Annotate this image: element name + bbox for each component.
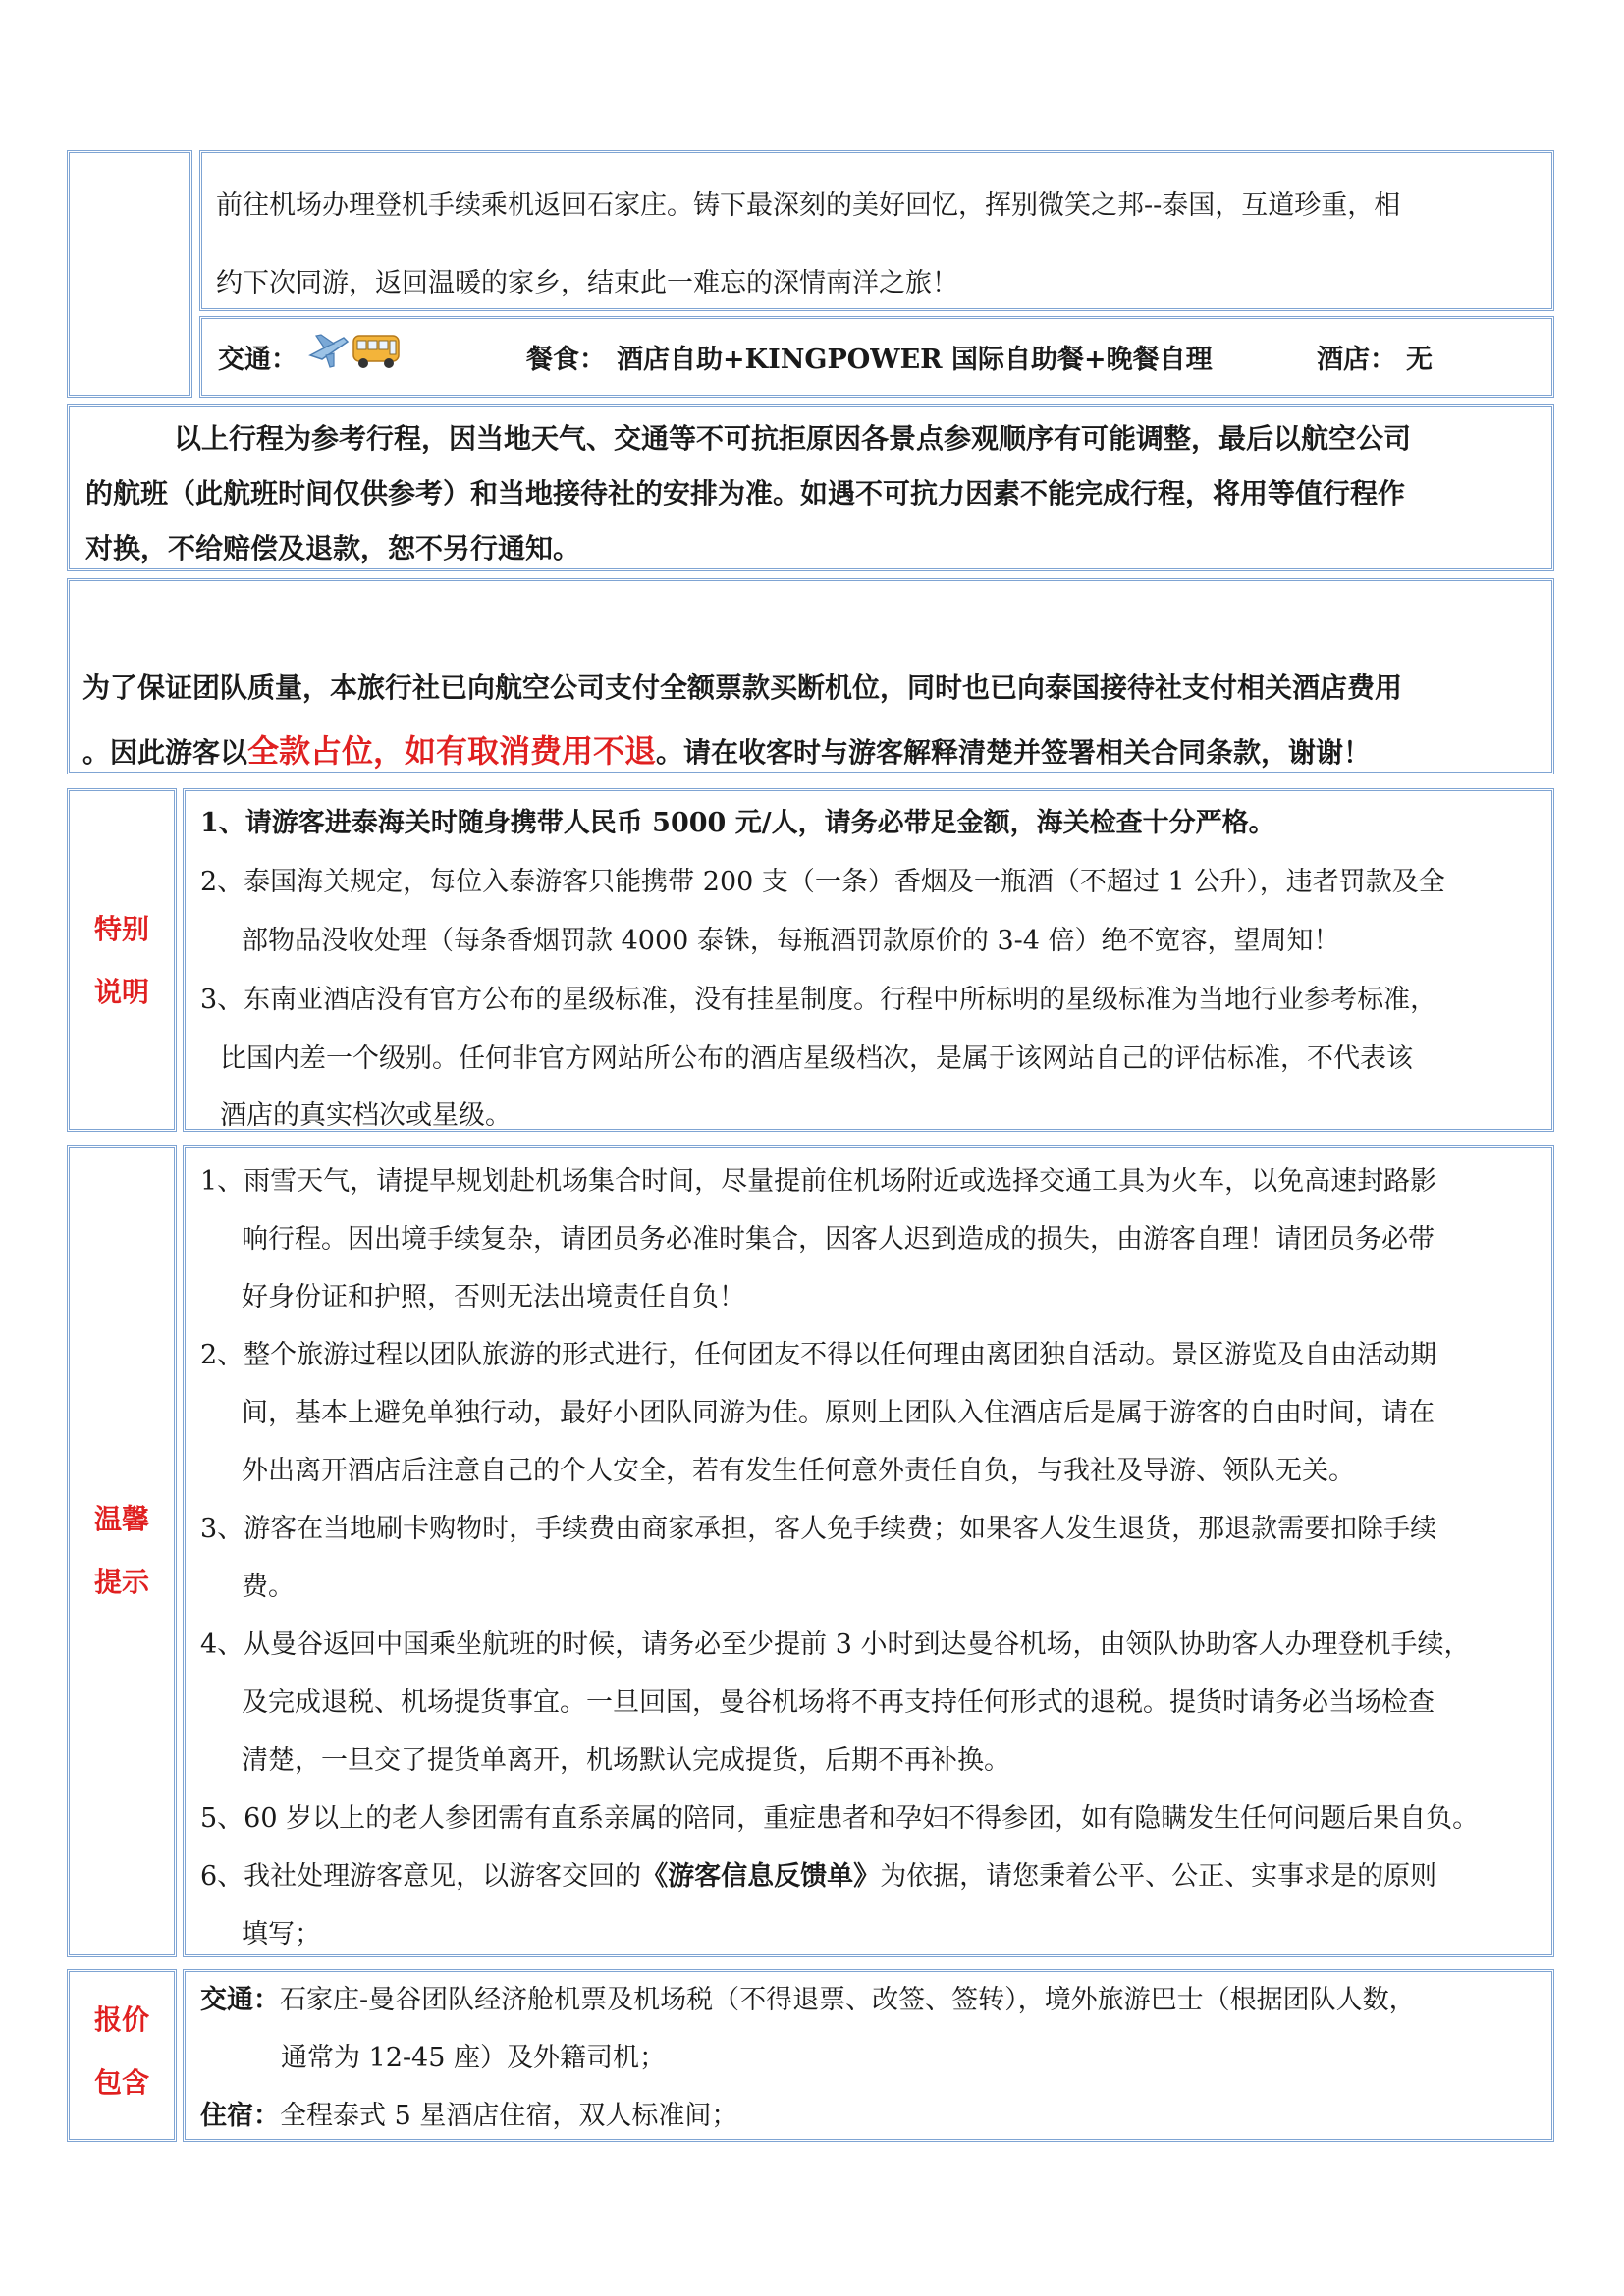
notice-line-1: 以上行程为参考行程，因当地天气、交通等不可抗拒原因各景点参观顺序有可能调整，最后以航空公司 xyxy=(174,422,1412,454)
tips-item-2: 2、整个旅游过程以团队旅游的形式进行，任何团友不得以任何理由离团独自活动。景区游览及自由活动期 xyxy=(200,1340,1437,1370)
tips-item-6-a: 6、我社处理游客意见，以游客交回的 xyxy=(200,1861,642,1892)
tips-label xyxy=(67,1488,177,1614)
transport-label: 交通： xyxy=(218,345,298,375)
tips-label-2: 提示 xyxy=(93,1566,149,1598)
tips-item-1b: 响行程。因出境手续复杂，请团员务必准时集合，因客人迟到造成的损失，由游客自理！请团员务必带 xyxy=(242,1224,1435,1255)
tips-item-4c: 清楚，一旦交了提货单离开，机场默认完成提货，后期不再补换。 xyxy=(242,1745,1010,1776)
guarantee-line-2-a: 。因此游客以 xyxy=(82,736,248,769)
special-label xyxy=(67,898,177,1024)
tips-item-5: 5、60 岁以上的老人参团需有直系亲属的陪同，重症患者和孕妇不得参团，如有隐瞒发生任何问题后果自负。 xyxy=(200,1803,1480,1834)
price-transport-line-1 xyxy=(200,1970,1416,2031)
tips-item-6-b: 为依据，请您秉着公平、公正、实事求是的原则 xyxy=(880,1861,1437,1892)
notice-line-3: 对换，不给赔偿及退款，恕不另行通知。 xyxy=(85,532,581,564)
price-hotel-text: 全程泰式 5 星酒店住宿，双人标准间； xyxy=(280,2101,738,2131)
tips-item-3: 3、游客在当地刷卡购物时，手续费由商家承担，客人免手续费；如果客人发生退货，那退款需要扣除手续 xyxy=(200,1514,1437,1544)
tips-item-2c: 外出离开酒店后注意自己的个人安全，若有发生任何意外责任自负，与我社及导游、领队无关。 xyxy=(242,1456,1355,1486)
guarantee-line-2-b: 。请在收客时与游客解释清楚并签署相关合同条款，谢谢！ xyxy=(656,736,1372,769)
special-item-3b: 比国内差一个级别。任何非官方网站所公布的酒店星级档次，是属于该网站自己的评估标准，不代表该 xyxy=(220,1043,1413,1074)
tips-item-6 xyxy=(200,1846,1436,1907)
meal-value: 酒店自助+KINGPOWER 国际自助餐+晚餐自理 xyxy=(617,345,1213,375)
special-item-3c: 酒店的真实档次或星级。 xyxy=(220,1100,512,1131)
feedback-form-title: 《游客信息反馈单》 xyxy=(641,1861,881,1892)
intro-left-cell xyxy=(67,150,192,398)
price-label xyxy=(67,1989,177,2114)
guarantee-highlight: 全款占位，如有取消费用不退 xyxy=(247,732,657,770)
tips-item-3b: 费。 xyxy=(242,1572,295,1602)
airplane-icon xyxy=(304,326,352,373)
special-label-2: 说明 xyxy=(93,976,149,1008)
tips-item-2b: 间，基本上避免单独行动，最好小团队同游为佳。原则上团队入住酒店后是属于游客的自由时间，请在 xyxy=(242,1398,1435,1428)
price-label-2: 包含 xyxy=(93,2066,149,2099)
price-label-1: 报价 xyxy=(93,2003,149,2036)
hotel-label: 酒店： xyxy=(1317,345,1396,375)
guarantee-line-2 xyxy=(82,721,1371,783)
price-transport-line-2: 通常为 12-45 座）及外籍司机； xyxy=(281,2043,667,2073)
tips-label-1: 温馨 xyxy=(93,1503,149,1535)
bus-icon xyxy=(352,332,401,371)
price-hotel-label: 住宿： xyxy=(200,2101,280,2131)
intro-line-2: 约下次同游，返回温暖的家乡，结束此一难忘的深情南洋之旅！ xyxy=(216,268,958,298)
price-transport-text: 石家庄-曼谷团队经济舱机票及机场税（不得退票、改签、签转），境外旅游巴士（根据团队人数， xyxy=(280,1985,1416,2015)
special-item-1: 1、请游客进泰海关时随身携带人民币 5000 元/人，请务必带足金额，海关检查十分严格。 xyxy=(200,808,1275,838)
special-item-2b: 部物品没收处理（每条香烟罚款 4000 泰铢，每瓶酒罚款原价的 3-4 倍）绝不宽容，望周知！ xyxy=(242,926,1340,956)
price-hotel-line xyxy=(200,2086,737,2147)
meal-label: 餐食： xyxy=(526,345,606,375)
tips-item-1c: 好身份证和护照，否则无法出境责任自负！ xyxy=(242,1282,745,1312)
tips-item-4: 4、从曼谷返回中国乘坐航班的时候，请务必至少提前 3 小时到达曼谷机场，由领队协助客人办理登机手续， xyxy=(200,1629,1471,1660)
intro-line-1: 前往机场办理登机手续乘机返回石家庄。铸下最深刻的美好回忆，挥别微笑之邦--泰国，互道珍重，相 xyxy=(216,190,1401,221)
tips-item-6b: 填写； xyxy=(242,1919,321,1949)
guarantee-line-1: 为了保证团队质量，本旅行社已向航空公司支付全额票款买断机位，同时也已向泰国接待社支付相关酒店费用 xyxy=(82,671,1403,704)
tips-item-1: 1、雨雪天气，请提早规划赴机场集合时间，尽量提前住机场附近或选择交通工具为火车，以免高速封路影 xyxy=(200,1166,1437,1197)
price-transport-label: 交通： xyxy=(200,1985,280,2015)
hotel-value: 无 xyxy=(1406,345,1433,375)
special-item-3: 3、东南亚酒店没有官方公布的星级标准，没有挂星制度。行程中所标明的星级标准为当地行业参考标准， xyxy=(200,985,1437,1015)
special-label-1: 特别 xyxy=(93,913,149,945)
special-item-2: 2、泰国海关规定，每位入泰游客只能携带 200 支（一条）香烟及一瓶酒（不超过 1 公升），违者罚款及全 xyxy=(200,867,1445,897)
notice-line-2: 的航班（此航班时间仅供参考）和当地接待社的安排为准。如遇不可抗力因素不能完成行程，将用等值行程作 xyxy=(85,477,1406,509)
tips-item-4b: 及完成退税、机场提货事宜。一旦回国，曼谷机场将不再支持任何形式的退税。提货时请务必当场检查 xyxy=(242,1687,1435,1718)
